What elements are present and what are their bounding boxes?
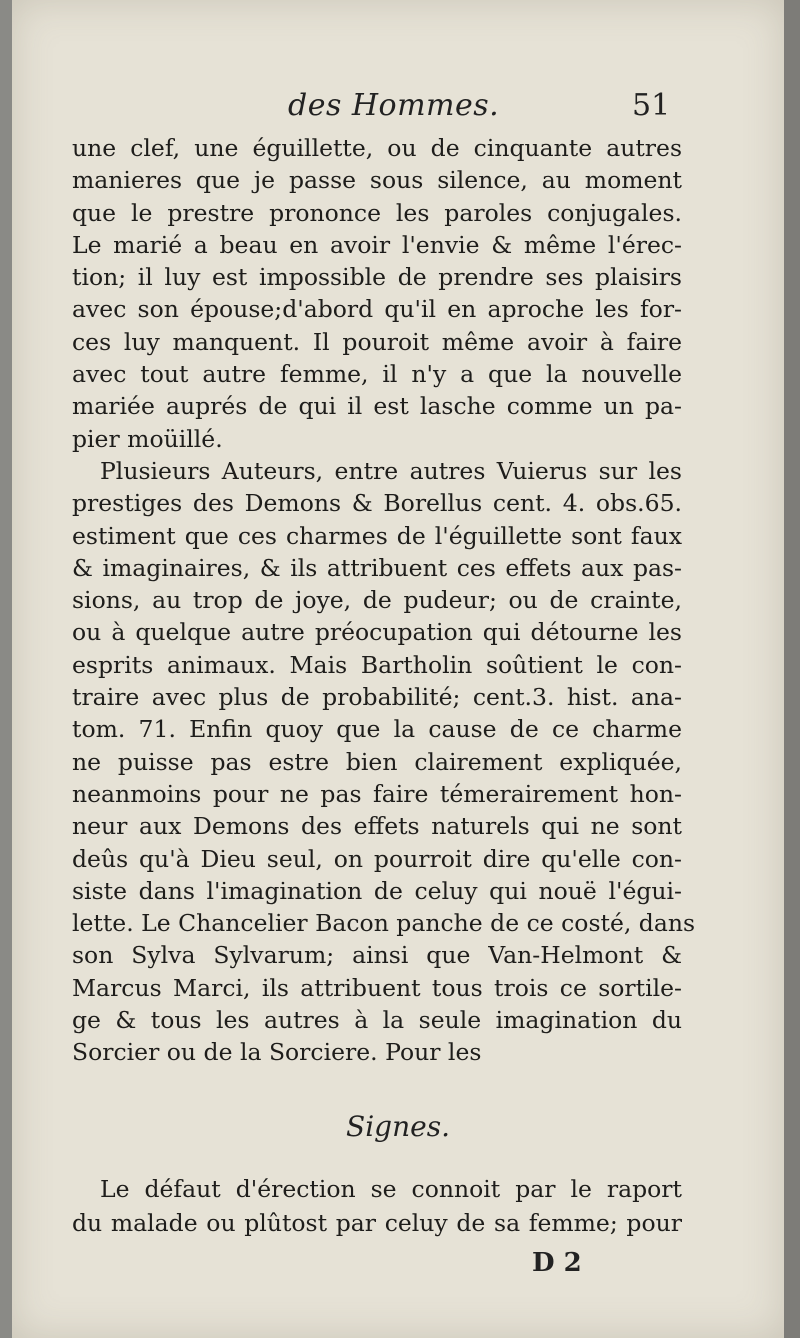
text-line: neanmoins pour ne pas faire témerairement hon- [72,779,682,808]
text-line: traire avec plus de probabilité; cent.3. hist. ana- [72,683,682,712]
text-line: neur aux Demons des effets naturels qui ne sont [72,812,682,841]
book-page [12,0,784,1338]
text-line: estiment que ces charmes de l'éguillette sont faux [72,521,682,550]
section-body-text [72,1172,682,1240]
text-line: du malade ou plûtost par celuy de sa femme; pour [72,1209,682,1237]
text-line: Plusieurs Auteurs, entre autres Vuierus sur les [100,456,682,485]
text-line: ces luy manquent. Il pouroit même avoir à faire [72,327,682,356]
text-line: tom. 71. Enfin quoy que la cause de ce charme [72,715,682,744]
text-line: Sorcier ou de la Sorciere. Pour les [72,1038,482,1067]
text-line: Marcus Marci, ils attribuent tous trois ce sortile- [72,973,682,1002]
page-header [12,88,784,128]
page-number: 51 [632,88,671,123]
book-gutter [784,0,800,1338]
body-text [72,132,696,1069]
text-line: deûs qu'à Dieu seul, on pourroit dire qu'elle con- [72,844,682,873]
text-line: que le prestre prononce les paroles conjugales. [72,198,682,227]
text-line: lette. Le Chancelier Bacon panche de ce costé, dans [72,909,696,938]
text-line: une clef, une éguillette, ou de cinquante autres [72,134,682,162]
text-line: son Sylva Sylvarum; ainsi que Van-Helmont & [72,941,682,970]
text-line: & imaginaires, & ils attribuent ces effets aux pas- [72,553,682,582]
text-line: ne puisse pas estre bien clairement expliquée, [72,747,682,776]
text-line: tion; il luy est impossible de prendre ses plaisirs [72,263,682,292]
text-line: avec tout autre femme, il n'y a que la nouvelle [72,360,682,389]
text-line: mariée auprés de qui il est lasche comme un pa- [72,392,682,421]
text-line: prestiges des Demons & Borellus cent. 4. obs.65. [72,489,682,518]
text-line: ge & tous les autres à la seule imagination du [72,1006,682,1035]
text-line: manieres que je passe sous silence, au moment [72,166,682,195]
text-line: Le marié a beau en avoir l'envie & même l'érec- [72,230,682,259]
text-line: avec son épouse;d'abord qu'il en aproche les for- [72,295,682,324]
text-line: pier moüillé. [72,424,223,453]
text-line: sions, au trop de joye, de pudeur; ou de crainte, [72,586,682,615]
section-title: Signes. [346,1110,450,1143]
text-line: Le défaut d'érection se connoit par le raport [100,1175,682,1203]
running-title: des Hommes. [288,88,500,123]
text-line: ou à quelque autre préocupation qui détourne les [72,618,682,647]
text-line: siste dans l'imagination de celuy qui nouë l'égui- [72,876,682,905]
text-line: esprits animaux. Mais Bartholin soûtient le con- [72,650,682,679]
signature-mark: D 2 [532,1248,582,1278]
